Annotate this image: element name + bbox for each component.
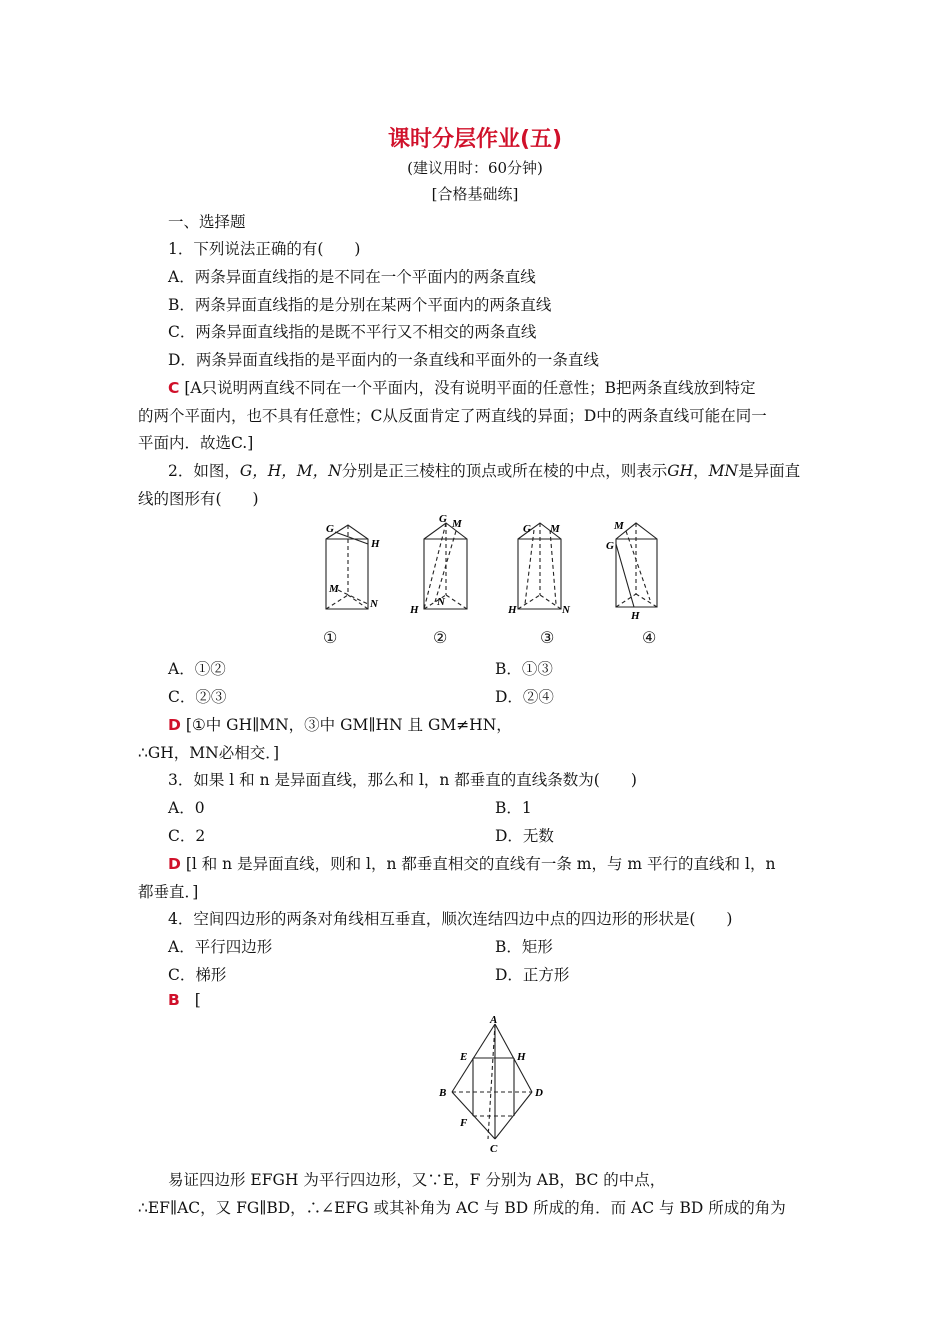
q3-option-c: C．2 <box>168 827 206 845</box>
q4-option-d: D．正方形 <box>495 966 570 984</box>
q2-explanation-line2: ∴GH，MN必相交．] <box>138 744 279 762</box>
point-e-label: E <box>460 1051 468 1063</box>
q1-option-a: A．两条异面直线指的是不同在一个平面内的两条直线 <box>168 268 536 286</box>
level-label: [合格基础练] <box>431 185 519 203</box>
svg-text:G: G <box>523 523 531 535</box>
q4-explanation-line2: ∴EF∥AC，又 FG∥BD，∴∠EFG 或其补角为 AC 与 BD 所成的角．而 AC 与 BD 所成的角为 <box>138 1199 786 1217</box>
q1-option-c: C．两条异面直线指的是既不平行又不相交的两条直线 <box>168 323 537 341</box>
q2-explanation-line1: D [①中 GH∥MN，③中 GM∥HN 且 GM≠HN， <box>168 716 512 734</box>
q2-stem-line2: 线的图形有( ) <box>138 490 259 508</box>
q4-stem: 4．空间四边形的两条对角线相互垂直，顺次连结四边中点的四边形的形状是( ) <box>168 910 733 928</box>
q2-option-c: C．②③ <box>168 688 227 706</box>
section-heading: 一、选择题 <box>168 213 246 231</box>
svg-text:M: M <box>614 520 624 532</box>
q2-answer: D <box>168 716 181 734</box>
q2-prism-figures <box>310 512 680 624</box>
q3-explanation-line1: D [l 和 n 是异面直线，则和 l，n 都垂直相交的直线有一条 m，与 m 平行的直线和 l，n <box>168 855 776 873</box>
q1-option-b: B．两条异面直线指的是分别在某两个平面内的两条直线 <box>168 296 552 314</box>
svg-text:M: M <box>452 518 462 530</box>
prism-figure-3 <box>518 523 561 609</box>
q2-option-a: A．①② <box>168 660 226 678</box>
q4-explanation-line1: 易证四边形 EFGH 为平行四边形，又∵E，F 分别为 AB，BC 的中点， <box>168 1171 666 1189</box>
q1-option-d: D．两条异面直线指的是平面内的一条直线和平面外的一条直线 <box>168 351 599 369</box>
figure-label-4: ④ <box>642 628 657 647</box>
q1-answer: C <box>168 379 180 397</box>
svg-text:G: G <box>606 540 614 552</box>
point-c-label: C <box>490 1143 498 1155</box>
svg-text:H: H <box>371 538 380 550</box>
q1-explanation-line2: 的两个平面内，也不具有任意性；C从反面肯定了两直线的异面；D中的两条直线可能在同一 <box>138 407 767 425</box>
figure-label-1: ① <box>323 628 338 647</box>
q4-tetrahedron-figure <box>430 1014 560 1156</box>
q4-explanation-open: B [ <box>168 991 201 1009</box>
prism-figure-4 <box>616 523 657 607</box>
suggested-time: (建议用时：60分钟) <box>407 159 543 177</box>
prism-figure-1 <box>326 525 368 609</box>
q3-answer: D <box>168 855 181 873</box>
q3-option-b: B．1 <box>495 799 532 817</box>
point-h-label: H <box>517 1051 526 1063</box>
figure-label-3: ③ <box>540 628 555 647</box>
svg-text:H: H <box>508 604 517 616</box>
page-title: 课时分层作业(五) <box>387 127 563 152</box>
q4-option-a: A．平行四边形 <box>168 938 273 956</box>
q3-stem: 3．如果 l 和 n 是异面直线，那么和 l，n 都垂直的直线条数为( ) <box>168 771 637 789</box>
q4-option-c: C．梯形 <box>168 966 227 984</box>
svg-text:N: N <box>437 596 445 608</box>
svg-text:N: N <box>370 598 378 610</box>
q2-option-d: D．②④ <box>495 688 554 706</box>
point-f-label: F <box>460 1117 468 1129</box>
figure-label-2: ② <box>433 628 448 647</box>
q3-option-d: D．无数 <box>495 827 554 845</box>
q1-stem: 1．下列说法正确的有( ) <box>168 240 361 258</box>
q3-option-a: A．0 <box>168 799 205 817</box>
point-b-label: B <box>439 1087 447 1099</box>
point-d-label: D <box>535 1087 543 1099</box>
q4-answer: B <box>168 991 180 1009</box>
q4-option-b: B．矩形 <box>495 938 553 956</box>
prism-figure-2 <box>424 523 467 609</box>
svg-text:H: H <box>631 610 640 622</box>
svg-text:M: M <box>329 583 339 595</box>
svg-text:M: M <box>550 523 560 535</box>
point-a-label: A <box>490 1014 498 1026</box>
svg-text:H: H <box>410 604 419 616</box>
q3-explanation-line2: 都垂直．] <box>138 883 199 901</box>
q2-option-b: B．①③ <box>495 660 553 678</box>
svg-text:G: G <box>326 523 334 535</box>
q1-explanation-line1: C [A只说明两直线不同在一个平面内，没有说明平面的任意性；B把两条直线放到特定 <box>168 379 756 397</box>
svg-text:G: G <box>439 513 447 525</box>
q1-explanation-line3: 平面内．故选C.] <box>138 434 254 452</box>
q2-stem-line1: 2．如图，G，H，M，N分别是正三棱柱的顶点或所在棱的中点，则表示GH，MN是异面直 <box>168 462 801 480</box>
svg-text:N: N <box>562 604 570 616</box>
